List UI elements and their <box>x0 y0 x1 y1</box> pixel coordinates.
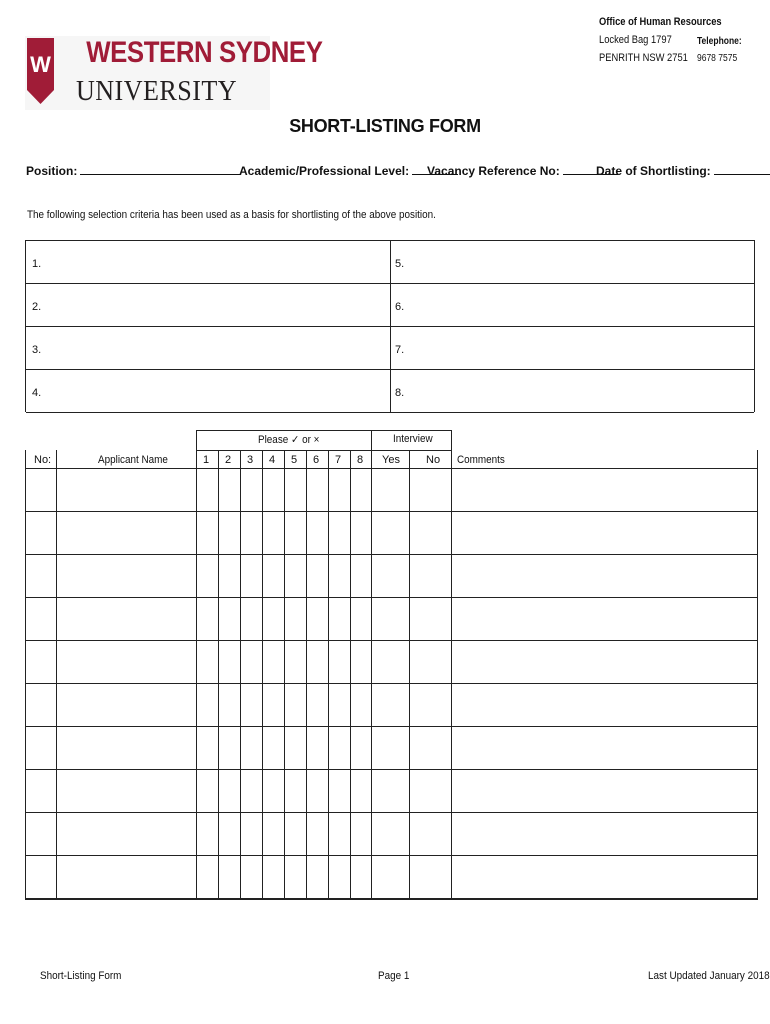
criterion-column-7: 7 <box>335 454 342 466</box>
date-field[interactable] <box>596 163 770 178</box>
shield-icon <box>27 38 54 104</box>
criterion-column-4: 4 <box>269 454 276 466</box>
criterion-3-cell[interactable]: 3. <box>32 344 42 356</box>
number-column-header: No: <box>34 454 52 466</box>
criterion-column-8: 8 <box>357 454 364 466</box>
position-blank[interactable] <box>80 163 240 175</box>
form-title: SHORT-LISTING FORM <box>289 116 481 136</box>
comments-column-header: Comments <box>457 454 505 466</box>
intro-text: The following selection criteria has been used as a basis for shortlisting of the above position. <box>27 209 436 221</box>
grid-row-line <box>25 898 758 900</box>
logo-wordmark-bottom: UNIVERSITY <box>75 75 238 107</box>
date-blank[interactable] <box>714 163 770 175</box>
please-tick-header: Please ✓ or × <box>258 434 320 446</box>
level-field[interactable] <box>239 163 458 178</box>
criterion-column-5: 5 <box>291 454 298 466</box>
office-name: Office of Human Resources <box>599 16 722 28</box>
applicants-table <box>25 430 758 900</box>
criterion-column-6: 6 <box>313 454 320 466</box>
interview-no-header: No <box>426 454 441 466</box>
svg-text:W: W <box>30 52 51 77</box>
vacancy-field[interactable] <box>427 163 618 178</box>
table-row[interactable] <box>25 512 758 554</box>
criterion-2-cell[interactable]: 2. <box>32 301 42 313</box>
applicant-name-column-header: Applicant Name <box>98 454 168 466</box>
criteria-table <box>25 240 755 412</box>
table-row[interactable] <box>25 856 758 898</box>
table-row[interactable] <box>25 727 758 769</box>
table-row[interactable] <box>25 641 758 683</box>
criterion-5-cell[interactable]: 5. <box>395 258 405 270</box>
interview-yes-header: Yes <box>382 454 400 466</box>
grid-group-top-line <box>196 430 452 431</box>
criterion-column-2: 2 <box>225 454 232 466</box>
level-label: Academic/Professional Level: <box>239 164 410 178</box>
table-row[interactable] <box>25 684 758 726</box>
university-logo <box>25 36 323 110</box>
criterion-column-1: 1 <box>203 454 210 466</box>
criterion-column-3: 3 <box>247 454 254 466</box>
logo-wordmark-top: WESTERN SYDNEY <box>86 36 323 69</box>
table-row[interactable] <box>25 555 758 597</box>
criterion-8-cell[interactable]: 8. <box>395 387 405 399</box>
date-label: Date of Shortlisting: <box>596 164 711 178</box>
footer-last-updated: Last Updated January 2018 <box>648 970 770 982</box>
footer-form-name: Short-Listing Form <box>40 970 122 982</box>
criteria-divider <box>390 241 391 412</box>
footer-page-number: Page 1 <box>378 970 410 982</box>
position-label: Position: <box>26 164 78 178</box>
address-line-1: Locked Bag 1797 <box>599 34 672 46</box>
applicants-grid <box>25 430 758 900</box>
grid-group-divider-line <box>196 450 452 451</box>
criterion-6-cell[interactable]: 6. <box>395 301 405 313</box>
vacancy-label: Vacancy Reference No: <box>427 164 560 178</box>
position-field[interactable] <box>26 163 240 178</box>
criterion-4-cell[interactable]: 4. <box>32 387 42 399</box>
criterion-1-cell[interactable]: 1. <box>32 258 42 270</box>
table-row[interactable] <box>25 598 758 640</box>
table-row[interactable] <box>25 469 758 511</box>
address-line-2: PENRITH NSW 2751 <box>599 52 688 64</box>
criterion-7-cell[interactable]: 7. <box>395 344 405 356</box>
telephone-label: Telephone: <box>697 36 742 47</box>
table-row[interactable] <box>25 813 758 855</box>
table-row[interactable] <box>25 770 758 812</box>
telephone-value: 9678 7575 <box>697 53 738 64</box>
interview-header: Interview <box>393 433 433 445</box>
